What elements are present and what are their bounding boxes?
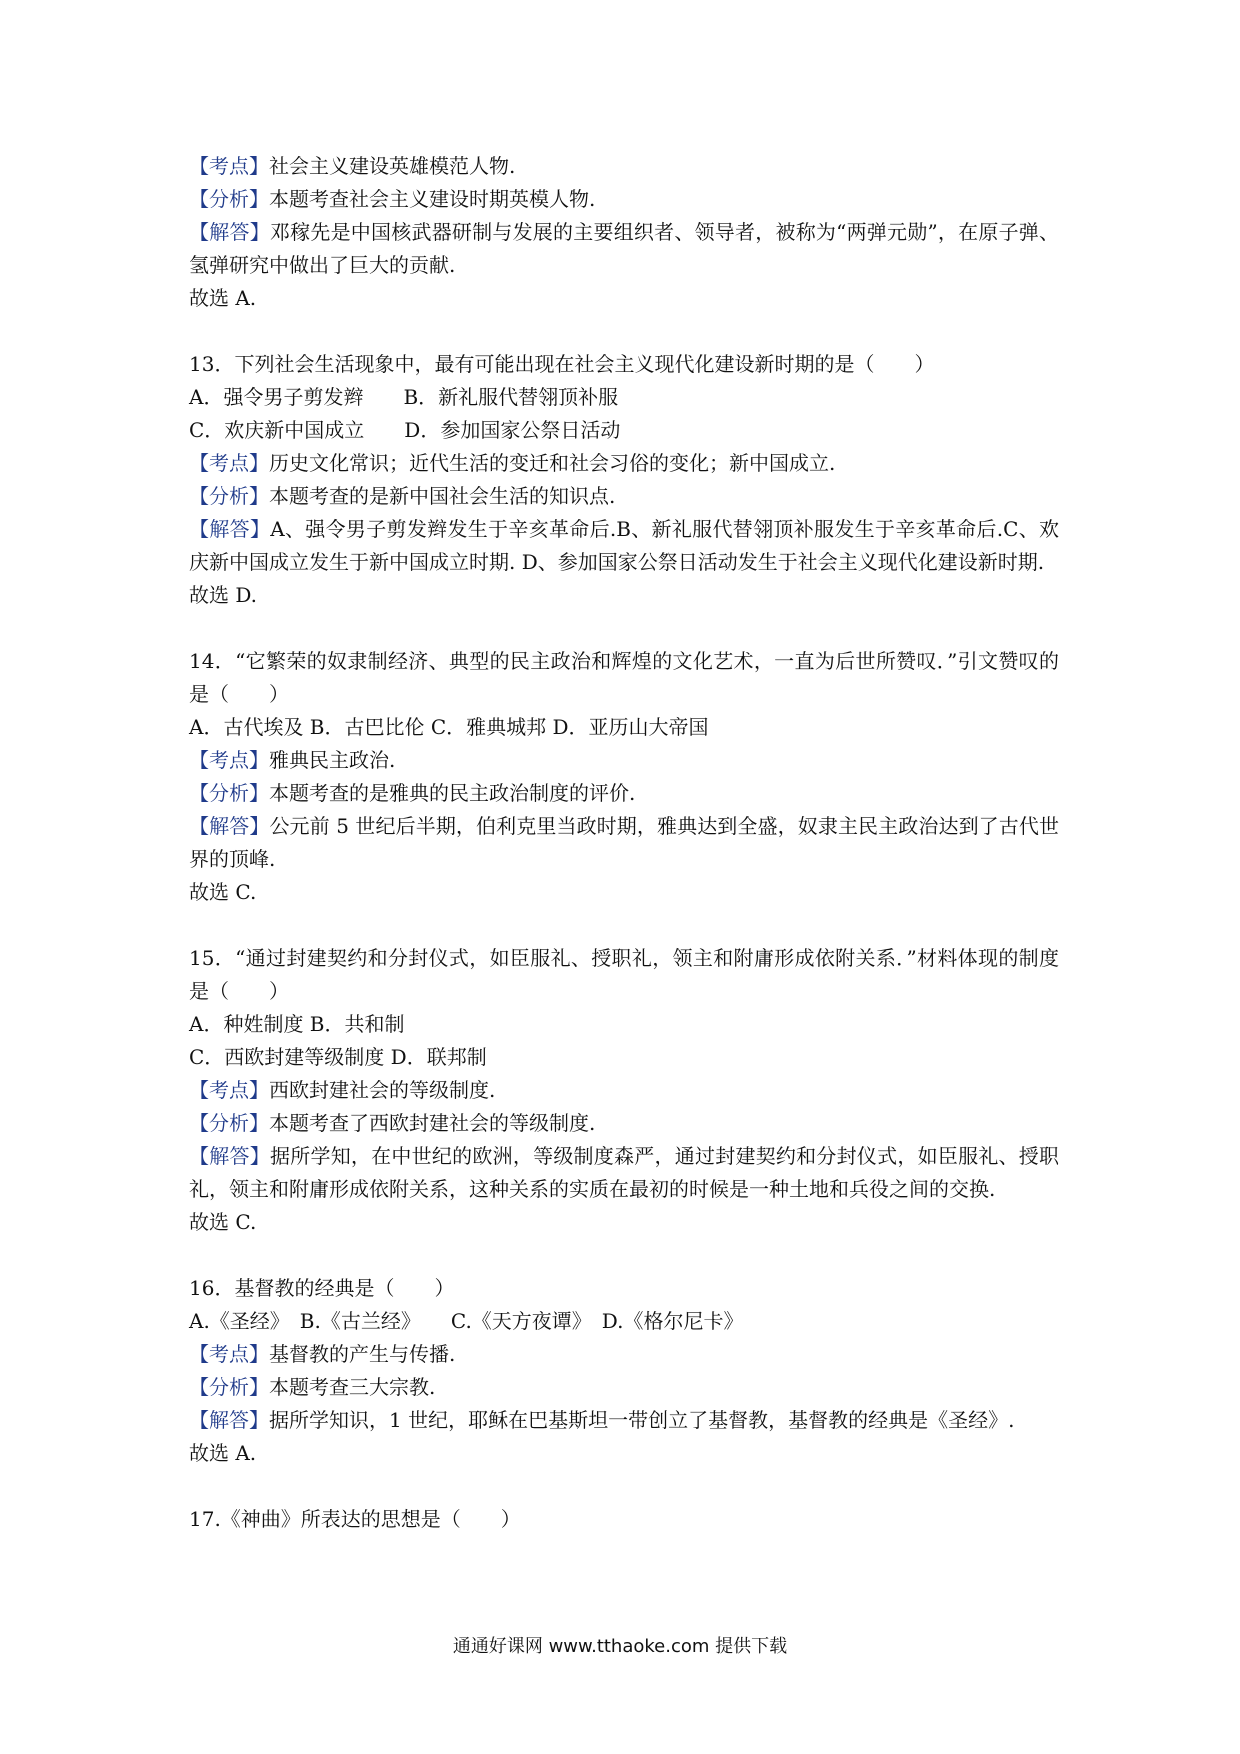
jieda-label: 解答 <box>209 814 250 838</box>
kaodian-label: 考点 <box>209 451 249 475</box>
q16-stem: 16．基督教的经典是（ ） <box>189 1276 455 1300</box>
q15-stem: 15．“通过封建契约和分封仪式，如臣服礼、授职礼，领主和附庸形成依附关系．”材料体现的制度是（ ） <box>189 946 1059 1003</box>
q13-options-1: A．强令男子剪发辫 B．新礼服代替翎顶补服 <box>189 385 619 409</box>
q16-options-1: A.《圣经》 B.《古兰经》 C.《天方夜谭》 D.《格尔尼卡》 <box>189 1309 744 1333</box>
q13-stem: 13．下列社会生活现象中，最有可能出现在社会主义现代化建设新时期的是（ ） <box>189 352 935 376</box>
q12-answer: 故选 A. <box>189 286 257 310</box>
kaodian-label: 考点 <box>209 154 249 178</box>
q14-fenxi: 【分析】本题考查的是雅典的民主政治制度的评价. <box>189 781 636 805</box>
q14-stem: 14．“它繁荣的奴隶制经济、典型的民主政治和辉煌的文化艺术，一直为后世所赞叹．”引文赞叹的是（ ） <box>189 649 1059 706</box>
fenxi-label: 分析 <box>209 781 249 805</box>
q14-options-1: A．古代埃及 B．古巴比伦 C．雅典城邦 D．亚历山大帝国 <box>189 715 709 739</box>
q13-options-2: C．欢庆新中国成立 D．参加国家公祭日活动 <box>189 418 621 442</box>
q14-kaodian: 【考点】雅典民主政治. <box>189 748 396 772</box>
q15-jieda: 【解答】据所学知，在中世纪的欧洲，等级制度森严，通过封建契约和分封仪式，如臣服礼、授职礼，领主和附庸形成依附关系，这种关系的实质在最初的时候是一种土地和兵役之间的交换. <box>189 1144 1060 1201</box>
fenxi-label: 分析 <box>209 484 249 508</box>
q15-fenxi: 【分析】本题考查了西欧封建社会的等级制度. <box>189 1111 596 1135</box>
q16-jieda: 【解答】据所学知识，1 世纪，耶稣在巴基斯坦一带创立了基督教，基督教的经典是《圣经》. <box>189 1408 1015 1432</box>
q14-jieda: 【解答】公元前 5 世纪后半期，伯利克里当政时期，雅典达到全盛，奴隶主民主政治达到了古代世界的顶峰. <box>189 814 1060 871</box>
q13-fenxi: 【分析】本题考查的是新中国社会生活的知识点. <box>189 484 616 508</box>
q15-options-2: C．西欧封建等级制度 D．联邦制 <box>189 1045 487 1069</box>
q13-jieda: 【解答】A、强令男子剪发辫发生于辛亥革命后.B、新礼服代替翎顶补服发生于辛亥革命后.C、欢庆新中国成立发生于新中国成立时期. D、参加国家公祭日活动发生于社会主义现代化建设新时期. <box>189 517 1060 574</box>
jieda-label: 解答 <box>209 1144 250 1168</box>
page-content <box>189 150 1059 1536</box>
fenxi-label: 分析 <box>209 187 249 211</box>
kaodian-label: 考点 <box>209 1342 249 1366</box>
q17-stem: 17.《神曲》所表达的思想是（ ） <box>189 1507 521 1531</box>
kaodian-label: 考点 <box>209 748 249 772</box>
kaodian-label: 考点 <box>209 1078 249 1102</box>
q15-kaodian: 【考点】西欧封建社会的等级制度. <box>189 1078 496 1102</box>
jieda-label: 解答 <box>209 220 250 244</box>
q15-options-1: A．种姓制度 B．共和制 <box>189 1012 405 1036</box>
q12-jieda: 【解答】邓稼先是中国核武器研制与发展的主要组织者、领导者，被称为“两弹元勋”，在原子弹、氢弹研究中做出了巨大的贡献. <box>189 220 1060 277</box>
jieda-label: 解答 <box>209 1408 249 1432</box>
q16-kaodian: 【考点】基督教的产生与传播. <box>189 1342 456 1366</box>
q13-kaodian: 【考点】历史文化常识；近代生活的变迁和社会习俗的变化；新中国成立. <box>189 451 836 475</box>
q12-fenxi: 【分析】本题考查社会主义建设时期英模人物. <box>189 187 596 211</box>
q16-answer: 故选 A. <box>189 1441 257 1465</box>
q14-answer: 故选 C. <box>189 880 257 904</box>
q13-answer: 故选 D. <box>189 583 258 607</box>
fenxi-label: 分析 <box>209 1375 249 1399</box>
jieda-label: 解答 <box>209 517 250 541</box>
q16-fenxi: 【分析】本题考查三大宗教. <box>189 1375 436 1399</box>
fenxi-label: 分析 <box>209 1111 249 1135</box>
q12-kaodian: 【考点】社会主义建设英雄模范人物. <box>189 154 516 178</box>
q15-answer: 故选 C. <box>189 1210 257 1234</box>
page-footer: 通通好课网 www.tthaoke.com 提供下载 <box>452 1636 788 1657</box>
